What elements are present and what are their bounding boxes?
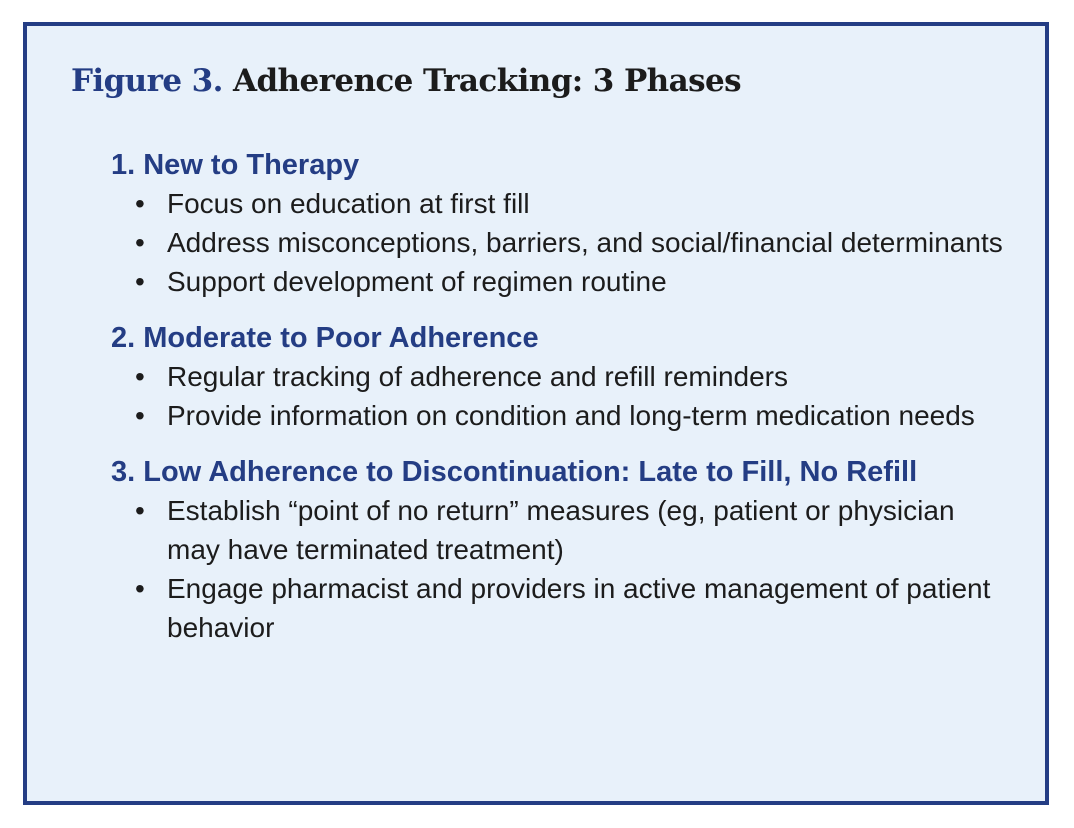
bullet-icon: • — [135, 495, 145, 526]
phase-title: 1. New to Therapy — [111, 149, 360, 181]
bullet-icon: • — [135, 266, 145, 297]
figure-title — [71, 63, 741, 99]
phase-3 — [111, 453, 1011, 647]
bullet-text: Establish “point of no return” measures (eg, patient or physician may have terminated treatment) — [167, 495, 955, 565]
bullet-item — [111, 396, 1011, 435]
figure-heading: Adherence Tracking: 3 Phases — [233, 63, 741, 99]
figure-box — [23, 22, 1049, 805]
bullet-item — [111, 184, 1011, 223]
phase-2 — [111, 319, 1011, 435]
bullet-list — [111, 357, 1011, 435]
bullet-icon: • — [135, 400, 145, 431]
bullet-item — [111, 491, 1011, 569]
bullet-text: Provide information on condition and long-term medication needs — [167, 400, 975, 431]
phase-list — [111, 146, 1011, 647]
bullet-text: Focus on education at first fill — [167, 188, 530, 219]
bullet-text: Support development of regimen routine — [167, 266, 667, 297]
phase-1 — [111, 146, 1011, 301]
bullet-list — [111, 491, 1011, 647]
bullet-text: Engage pharmacist and providers in active management of patient behavior — [167, 573, 991, 643]
bullet-icon: • — [135, 227, 145, 258]
bullet-icon: • — [135, 361, 145, 392]
bullet-list — [111, 184, 1011, 301]
bullet-item — [111, 223, 1011, 262]
bullet-text: Address misconceptions, barriers, and social/financial determinants — [167, 227, 1003, 258]
bullet-item — [111, 357, 1011, 396]
phase-title: 3. Low Adherence to Discontinuation: Late to Fill, No Refill — [111, 456, 918, 488]
phase-title: 2. Moderate to Poor Adherence — [111, 322, 539, 354]
bullet-icon: • — [135, 188, 145, 219]
figure-label: Figure 3. — [71, 63, 223, 99]
bullet-item — [111, 569, 1011, 647]
bullet-item — [111, 262, 1011, 301]
bullet-text: Regular tracking of adherence and refill reminders — [167, 361, 788, 392]
bullet-icon: • — [135, 573, 145, 604]
